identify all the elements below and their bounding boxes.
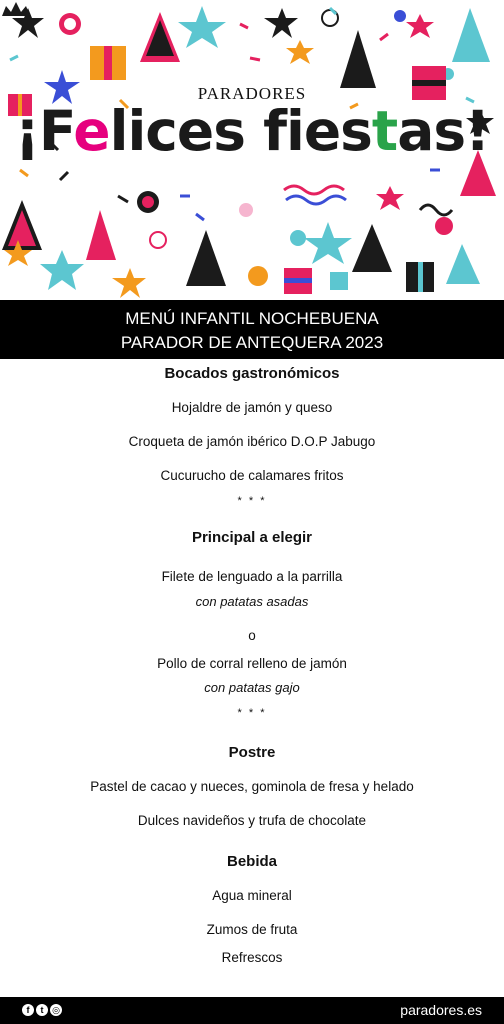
menu-item: Pollo de corral relleno de jamón (157, 656, 347, 671)
greeting-part: ¡F (14, 99, 74, 163)
greeting-title (0, 99, 504, 163)
menu-item: Filete de lenguado a la parrilla (161, 569, 343, 584)
menu-title-bar (0, 300, 504, 359)
menu-item: Cucurucho de calamares fritos (160, 468, 344, 483)
menu-item: Zumos de fruta (206, 922, 298, 937)
section-heading-principal: Principal a elegir (191, 529, 313, 546)
paradores-logo: PARADORES (197, 84, 307, 103)
section-heading-postre: Postre (228, 744, 276, 761)
paradores-crown-icon (0, 0, 32, 18)
menu-item: Refrescos (221, 950, 283, 965)
or-text: o (248, 628, 256, 643)
menu-item-side: con patatas asadas (195, 594, 309, 609)
social-links (22, 1004, 62, 1016)
greeting-part: as! (397, 99, 490, 163)
website-link[interactable]: paradores.es (400, 1002, 482, 1018)
separator: * * * (237, 495, 267, 507)
section-heading-bocados: Bocados gastronómicos (164, 365, 340, 382)
twitter-icon[interactable]: t (36, 1004, 48, 1016)
facebook-icon[interactable]: f (22, 1004, 34, 1016)
menu-item: Agua mineral (212, 888, 292, 903)
menu-subtitle: PARADOR DE ANTEQUERA 2023 (120, 333, 384, 352)
menu-item: Dulces navideños y trufa de chocolate (137, 813, 367, 828)
menu-item: Hojaldre de jamón y queso (171, 400, 333, 415)
menu-item-side: con patatas gajo (204, 680, 300, 695)
menu-item: Pastel de cacao y nueces, gominola de fresa y helado (90, 779, 414, 794)
section-heading-bebida: Bebida (226, 853, 277, 870)
greeting-part: lices fies (109, 99, 372, 163)
separator: * * * (237, 707, 267, 719)
menu-item: Croqueta de jamón ibérico D.O.P Jabugo (128, 434, 376, 449)
instagram-icon[interactable]: ◎ (50, 1004, 62, 1016)
footer-bar (0, 997, 504, 1024)
menu-title: MENÚ INFANTIL NOCHEBUENA (125, 309, 379, 328)
greeting-part: e (73, 99, 110, 163)
header-banner (0, 0, 504, 300)
greeting-part: t (371, 99, 398, 163)
